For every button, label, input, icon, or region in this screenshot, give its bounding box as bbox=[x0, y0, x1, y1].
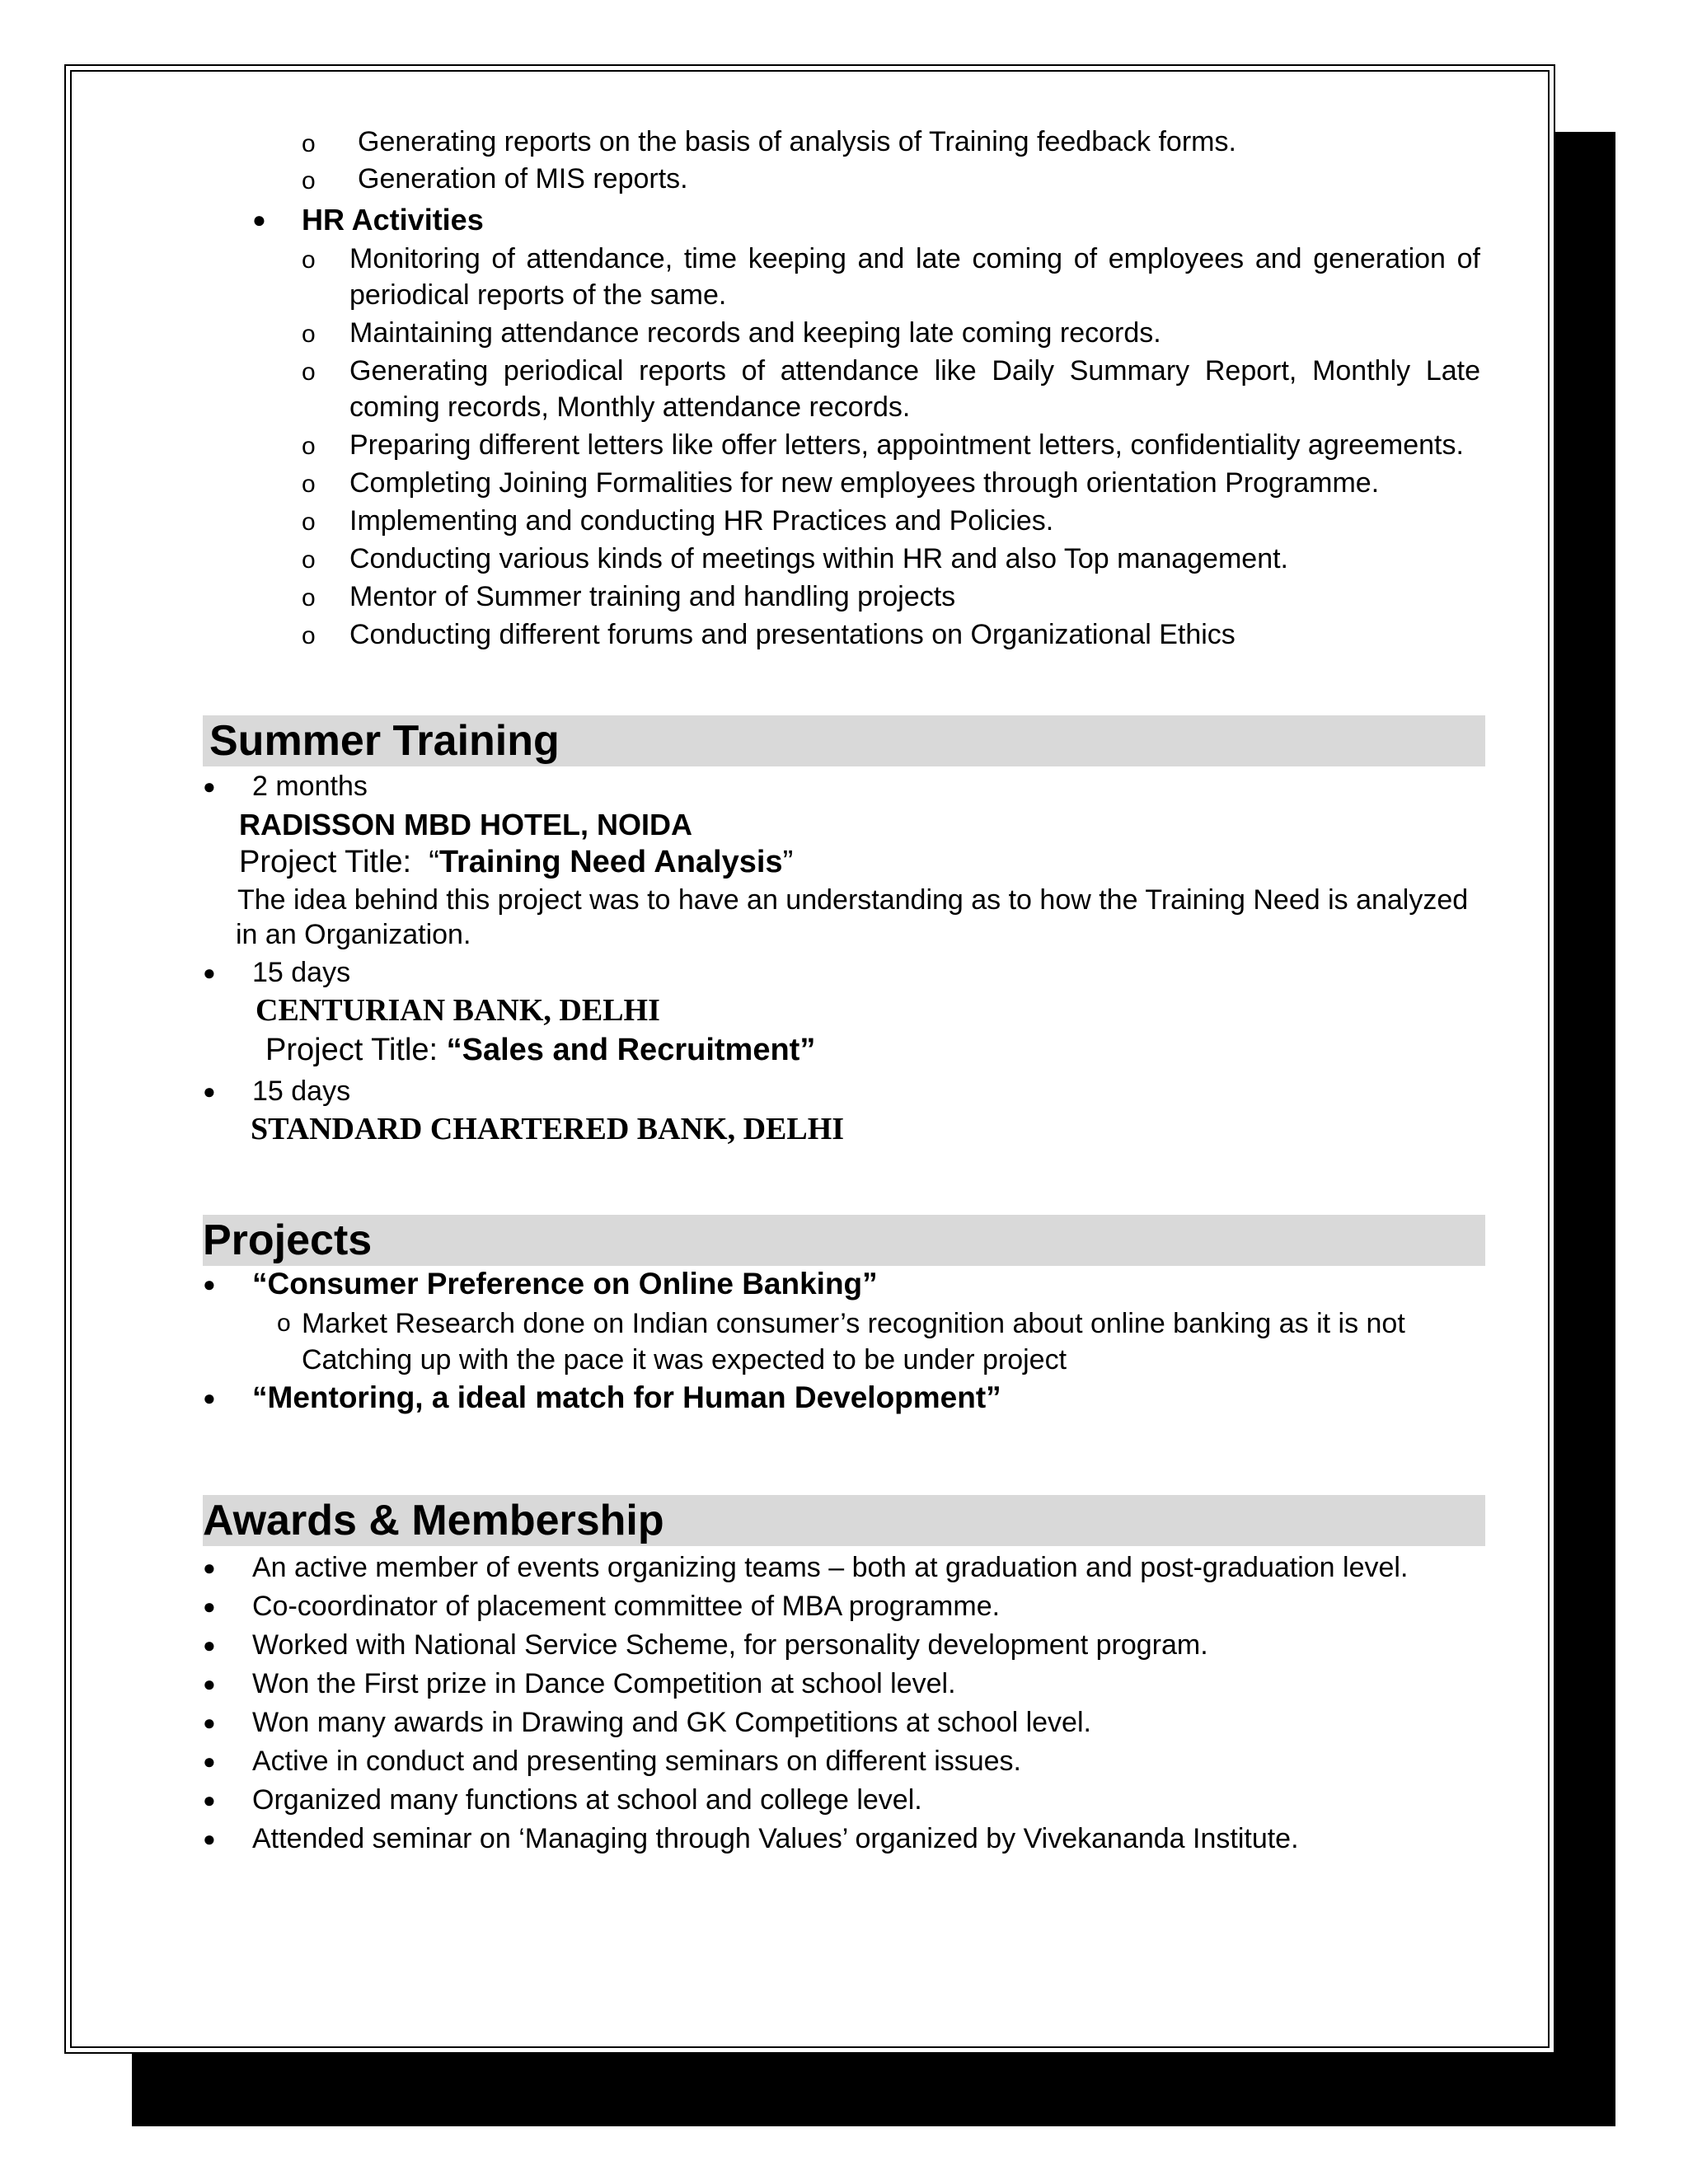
list-item bbox=[302, 616, 1480, 653]
training-org: CENTURIAN BANK, DELHI bbox=[256, 993, 660, 1028]
project-title-suffix: ” bbox=[782, 845, 794, 879]
list-item bbox=[203, 1782, 1439, 1818]
training-duration: 2 months bbox=[252, 771, 368, 802]
hr-heading-text: HR Activities bbox=[302, 203, 484, 237]
project-description-text: Market Research done on Indian consumer’s recognition about online banking as it is not bbox=[302, 1308, 1405, 1339]
circle-bullet-icon: o bbox=[302, 546, 316, 574]
circle-bullet-icon: o bbox=[302, 433, 316, 460]
list-item bbox=[203, 1627, 1439, 1663]
list-item-text: Attended seminar on ‘Managing through Values’ organized by Vivekananda Institute. bbox=[252, 1823, 1299, 1854]
bullet-icon: ● bbox=[252, 207, 266, 232]
section-heading: Summer Training bbox=[209, 717, 560, 765]
list-item bbox=[203, 1704, 1439, 1741]
hr-activities-list bbox=[302, 241, 1480, 654]
list-item-text: Won many awards in Drawing and GK Competitions at school level. bbox=[252, 1707, 1091, 1738]
list-item-text: Won the First prize in Dance Competition at school level. bbox=[252, 1668, 956, 1699]
list-item-text: Mentor of Summer training and handling projects bbox=[349, 581, 956, 612]
circle-bullet-icon: o bbox=[302, 130, 316, 157]
training-item-1 bbox=[203, 768, 1485, 806]
list-item-text: Implementing and conducting HR Practices and Policies. bbox=[349, 505, 1054, 537]
project-title-text: “Sales and Recruitment” bbox=[446, 1033, 816, 1067]
bullet-icon: ● bbox=[203, 1749, 216, 1774]
training-tail-list bbox=[302, 124, 1480, 198]
training-duration: 15 days bbox=[252, 1076, 351, 1107]
circle-bullet-icon: o bbox=[302, 584, 316, 612]
training-description-cont: in an Organization. bbox=[236, 919, 471, 950]
list-item-text: Generating periodical reports of attendance like Daily Summary Report, Monthly Late coming records, Monthly attendance records. bbox=[349, 355, 1480, 423]
training-description: The idea behind this project was to have an understanding as to how the Training Need is analyzed bbox=[237, 884, 1469, 916]
bullet-icon: ● bbox=[203, 1272, 216, 1296]
list-item bbox=[302, 353, 1480, 425]
training-item-3 bbox=[203, 1073, 1485, 1111]
circle-bullet-icon: o bbox=[302, 359, 316, 386]
project-item-2 bbox=[203, 1380, 1485, 1421]
bullet-icon: ● bbox=[203, 1385, 216, 1410]
list-item bbox=[302, 161, 1480, 198]
circle-bullet-icon: o bbox=[277, 1310, 291, 1337]
project-label: Project Title: “ bbox=[239, 845, 439, 879]
section-heading: Awards & Membership bbox=[203, 1497, 664, 1544]
bullet-icon: ● bbox=[203, 1079, 216, 1104]
list-item bbox=[203, 1666, 1439, 1702]
bullet-icon: ● bbox=[203, 1671, 216, 1696]
list-item bbox=[203, 1743, 1439, 1779]
list-item-text: Preparing different letters like offer letters, appointment letters, confidentiality agreements. bbox=[349, 429, 1464, 461]
list-item-text: Monitoring of attendance, time keeping and late coming of employees and generation of periodical reports of the same. bbox=[349, 243, 1480, 311]
bullet-icon: ● bbox=[203, 1710, 216, 1735]
project-item-1 bbox=[203, 1266, 1485, 1305]
training-duration: 15 days bbox=[252, 957, 351, 988]
project-title: “Consumer Preference on Online Banking” bbox=[252, 1267, 878, 1301]
training-project-title bbox=[203, 1032, 1485, 1073]
list-item-text: Generating reports on the basis of analysis of Training feedback forms. bbox=[358, 126, 1236, 157]
list-item-text: Active in conduct and presenting seminars on different issues. bbox=[252, 1746, 1022, 1777]
circle-bullet-icon: o bbox=[302, 321, 316, 348]
list-item-text: Maintaining attendance records and keeping late coming records. bbox=[349, 317, 1161, 349]
training-item-2 bbox=[203, 954, 1485, 992]
list-item-text: Co-coordinator of placement committee of MBA programme. bbox=[252, 1591, 1001, 1622]
list-item bbox=[302, 465, 1480, 501]
circle-bullet-icon: o bbox=[302, 167, 316, 194]
bullet-icon: ● bbox=[203, 1633, 216, 1657]
bullet-icon: ● bbox=[203, 960, 216, 985]
list-item-text: An active member of events organizing teams – both at graduation and post-graduation level. bbox=[252, 1552, 1409, 1583]
section-projects bbox=[203, 1215, 1485, 1266]
project-label: Project Title: bbox=[265, 1033, 447, 1067]
list-item-text: Conducting various kinds of meetings within HR and also Top management. bbox=[349, 543, 1288, 574]
projects-block bbox=[203, 1266, 1485, 1421]
list-item-text: Conducting different forums and presentations on Organizational Ethics bbox=[349, 619, 1236, 650]
bullet-icon: ● bbox=[203, 1788, 216, 1812]
list-item-text: Worked with National Service Scheme, for personality development program. bbox=[252, 1629, 1208, 1661]
training-org: STANDARD CHARTERED BANK, DELHI bbox=[251, 1112, 845, 1146]
project-description bbox=[203, 1305, 1485, 1342]
circle-bullet-icon: o bbox=[302, 622, 316, 649]
project-title: “Mentoring, a ideal match for Human Development” bbox=[252, 1380, 1001, 1414]
list-item bbox=[203, 1821, 1439, 1857]
list-item-text: Organized many functions at school and college level. bbox=[252, 1784, 922, 1816]
section-heading: Projects bbox=[203, 1216, 373, 1264]
circle-bullet-icon: o bbox=[302, 471, 316, 498]
list-item bbox=[203, 1588, 1439, 1624]
circle-bullet-icon: o bbox=[302, 246, 316, 274]
list-item bbox=[302, 315, 1480, 351]
bullet-icon: ● bbox=[203, 1555, 216, 1580]
list-item-text: Completing Joining Formalities for new employees through orientation Programme. bbox=[349, 467, 1380, 499]
list-item bbox=[302, 503, 1480, 539]
bullet-icon: ● bbox=[203, 1594, 216, 1619]
summer-training-block bbox=[203, 768, 1485, 1151]
list-item bbox=[302, 579, 1480, 615]
circle-bullet-icon: o bbox=[302, 509, 316, 536]
list-item bbox=[203, 1549, 1439, 1586]
awards-list bbox=[203, 1549, 1439, 1859]
list-item bbox=[302, 241, 1480, 313]
bullet-icon: ● bbox=[203, 1826, 216, 1851]
list-item-text: Generation of MIS reports. bbox=[358, 163, 688, 194]
section-summer-training bbox=[203, 715, 1485, 766]
training-project-title bbox=[203, 844, 1485, 883]
section-awards bbox=[203, 1495, 1485, 1546]
project-description-cont: Catching up with the pace it was expected to be under project bbox=[302, 1344, 1067, 1376]
training-org: RADISSON MBD HOTEL, NOIDA bbox=[239, 808, 693, 841]
list-item bbox=[302, 427, 1480, 463]
list-item bbox=[302, 124, 1480, 161]
bullet-icon: ● bbox=[203, 774, 216, 799]
project-title-text: Training Need Analysis bbox=[438, 845, 783, 879]
list-item bbox=[302, 541, 1480, 577]
